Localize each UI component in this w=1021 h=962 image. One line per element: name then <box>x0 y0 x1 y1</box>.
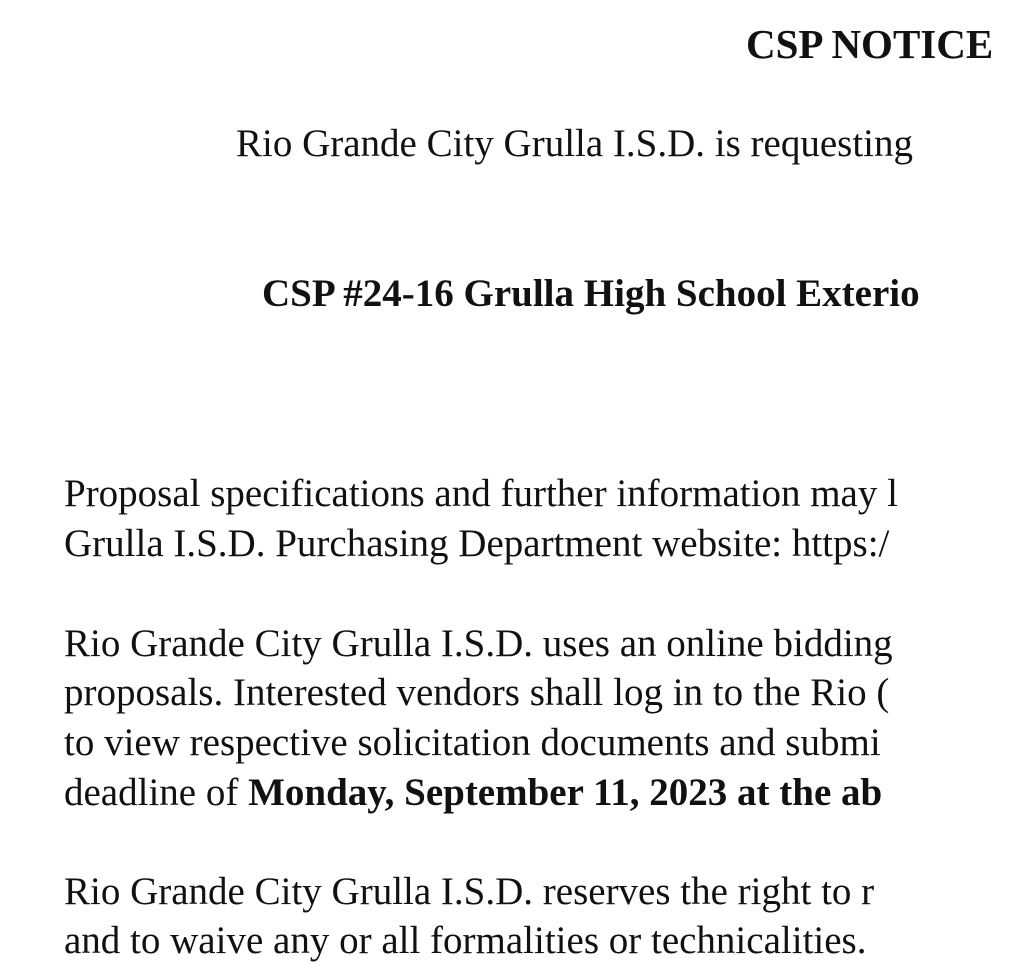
notice-title: CSP NOTICE <box>746 21 994 67</box>
paragraph-line: Proposal specifications and further information may l <box>64 472 898 515</box>
paragraph-line: Rio Grande City Grulla I.S.D. uses an online bidding <box>64 622 893 665</box>
paragraph-line: and to waive any or all formalities or technicalities. <box>64 919 867 962</box>
deadline-line <box>64 773 882 812</box>
paragraph-line: Grulla I.S.D. Purchasing Department website: https:/ <box>64 522 890 565</box>
project-title: CSP #24-16 Grulla High School Exterio <box>262 272 920 315</box>
notice-intro: Rio Grande City Grulla I.S.D. is requesting <box>236 122 913 165</box>
deadline-prefix: deadline of <box>64 771 249 814</box>
paragraph-line: Rio Grande City Grulla I.S.D. reserves the right to r <box>64 870 875 913</box>
paragraph-line: proposals. Interested vendors shall log in to the Rio ( <box>64 671 890 714</box>
deadline-date: Monday, September 11, 2023 at the ab <box>248 771 883 814</box>
paragraph-line: to view respective solicitation documents and submi <box>64 721 881 764</box>
